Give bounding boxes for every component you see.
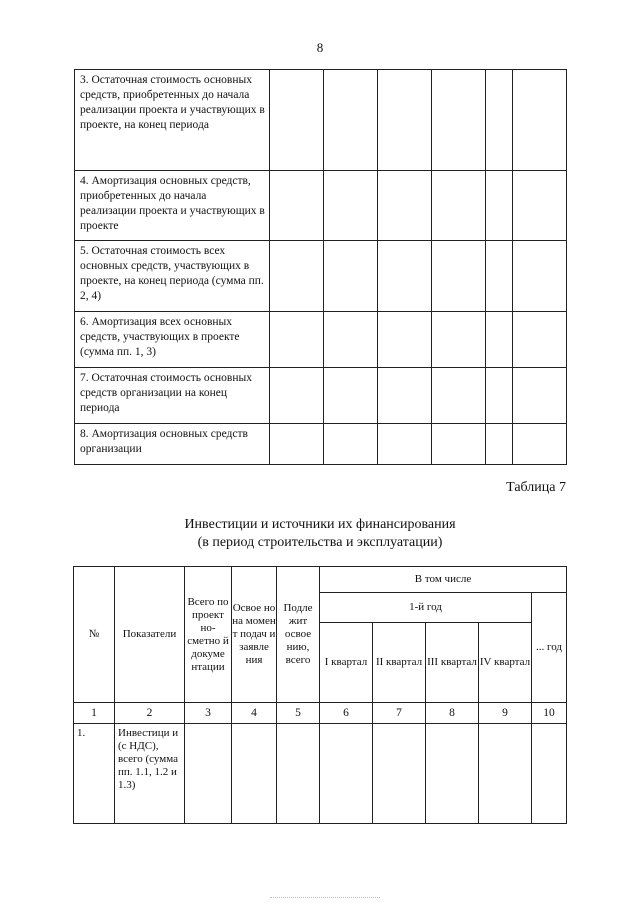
header-row [74, 567, 567, 593]
row-label: 7. Остаточная стоимость основных средств организации на конец периода [75, 368, 270, 424]
column-number: 6 [320, 703, 373, 724]
header-mastered: Освое но на момен т подач и заявле ния [232, 567, 277, 703]
table-row [75, 70, 567, 171]
header-year1: 1-й год [320, 593, 532, 623]
column-number: 5 [277, 703, 320, 724]
row-label: 3. Остаточная стоимость основных средств, приобретенных до начала реализации проекта и участвующих в проекте, на конец периода [75, 70, 270, 171]
header-q1: I квартал [320, 623, 373, 703]
table-caption: Таблица 7 [506, 480, 566, 495]
table-title-line: Инвестиции и источники их финансирования [184, 517, 456, 532]
header-ellipsis-year: ... год [532, 593, 567, 703]
table-row [75, 312, 567, 368]
table-title [0, 516, 640, 552]
header-including: В том числе [320, 567, 567, 593]
row-label: 6. Амортизация всех основных средств, участвующих в проекте (сумма пп. 1, 3) [75, 312, 270, 368]
column-number: 2 [115, 703, 185, 724]
table-row [74, 724, 567, 824]
table-row [75, 241, 567, 312]
row-label: 8. Амортизация основных средств организации [75, 424, 270, 465]
table-row [75, 368, 567, 424]
column-number: 1 [74, 703, 115, 724]
header-indicators: Показатели [115, 567, 185, 703]
column-number: 3 [185, 703, 232, 724]
page-number: 8 [316, 40, 324, 55]
column-number: 9 [479, 703, 532, 724]
investments-table [73, 566, 567, 824]
scan-artifact [270, 897, 380, 900]
header-to-master: Подле жит освое нию, всего [277, 567, 320, 703]
row-label: 5. Остаточная стоимость всех основных средств, участвующих в проекте, на конец периода (сумма пп. 2, 4) [75, 241, 270, 312]
column-number: 10 [532, 703, 567, 724]
column-number: 7 [373, 703, 426, 724]
column-number-row [74, 703, 567, 724]
column-number: 8 [426, 703, 479, 724]
row-label: 4. Амортизация основных средств, приобретенных до начала реализации проекта и участвующих в проекте [75, 171, 270, 241]
header-total-by-project: Всего по проект но-сметно й докуме нтации [185, 567, 232, 703]
row-number: 1. [74, 724, 115, 824]
table-row [75, 424, 567, 465]
table-row [75, 171, 567, 241]
header-no: № [74, 567, 115, 703]
header-q2: II квартал [373, 623, 426, 703]
fixed-assets-table [74, 69, 567, 465]
header-q4: IV квартал [479, 623, 532, 703]
column-number: 4 [232, 703, 277, 724]
header-q3: III квартал [426, 623, 479, 703]
row-label: Инвестици и (с НДС), всего (сумма пп. 1.1, 1.2 и 1.3) [115, 724, 185, 824]
table-title-line: (в период строительства и эксплуатации) [197, 535, 443, 550]
